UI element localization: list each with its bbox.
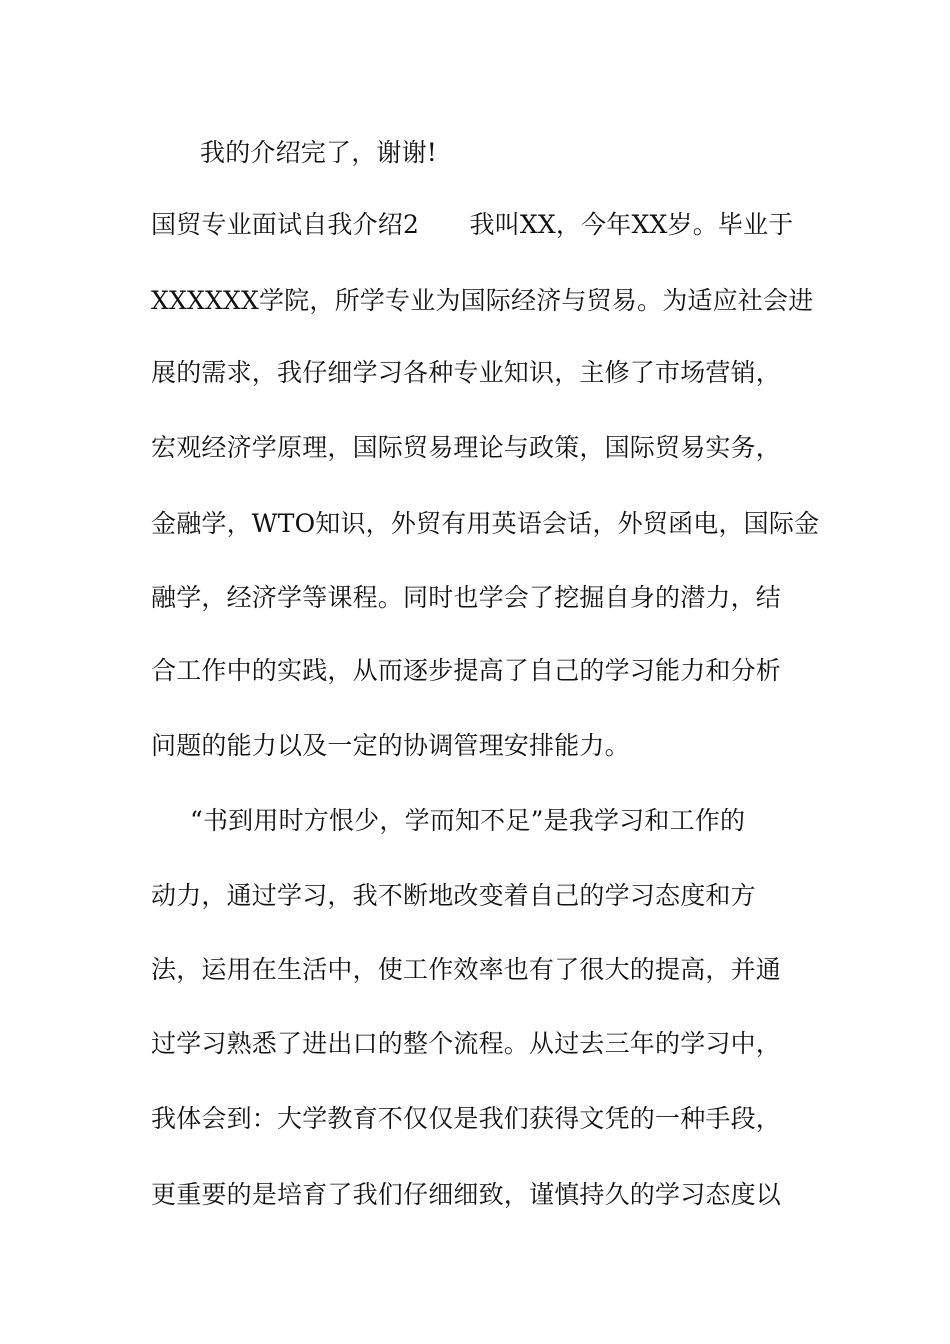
closing-line: 我的介绍完了，谢谢!	[200, 138, 438, 167]
text-line: 动力，通过学习，我不断地改变着自己的学习态度和方	[151, 881, 756, 910]
text-line: 合工作中的实践，从而逐步提高了自己的学习能力和分析	[151, 656, 782, 685]
text-line: 更重要的是培育了我们仔细细致，谨慎持久的学习态度以	[151, 1180, 782, 1209]
text-line: 融学，经济学等课程。同时也学会了挖掘自身的潜力，结	[151, 583, 782, 612]
text-line: 国贸专业面试自我介绍2 我叫XX，今年XX岁。毕业于	[151, 210, 794, 239]
text-line: 宏观经济学原理，国际贸易理论与政策，国际贸易实务，	[151, 433, 782, 462]
text-line: 问题的能力以及一定的协调管理安排能力。	[151, 731, 630, 760]
text-line: 法，运用在生活中，使工作效率也有了很大的提高，并通	[151, 955, 782, 984]
text-line: 金融学，WTO知识，外贸有用英语会话，外贸函电，国际金	[151, 509, 820, 538]
text-line: 过学习熟悉了进出口的整个流程。从过去三年的学习中，	[151, 1029, 782, 1058]
text-line: 展的需求，我仔细学习各种专业知识，主修了市场营销，	[151, 358, 782, 387]
text-line: XXXXXX学院，所学专业为国际经济与贸易。为适应社会进	[151, 286, 814, 315]
text-line: 我体会到：大学教育不仅仅是我们获得文凭的一种手段，	[151, 1104, 782, 1133]
text-line: “书到用时方恨少，学而知不足”是我学习和工作的	[190, 806, 746, 835]
